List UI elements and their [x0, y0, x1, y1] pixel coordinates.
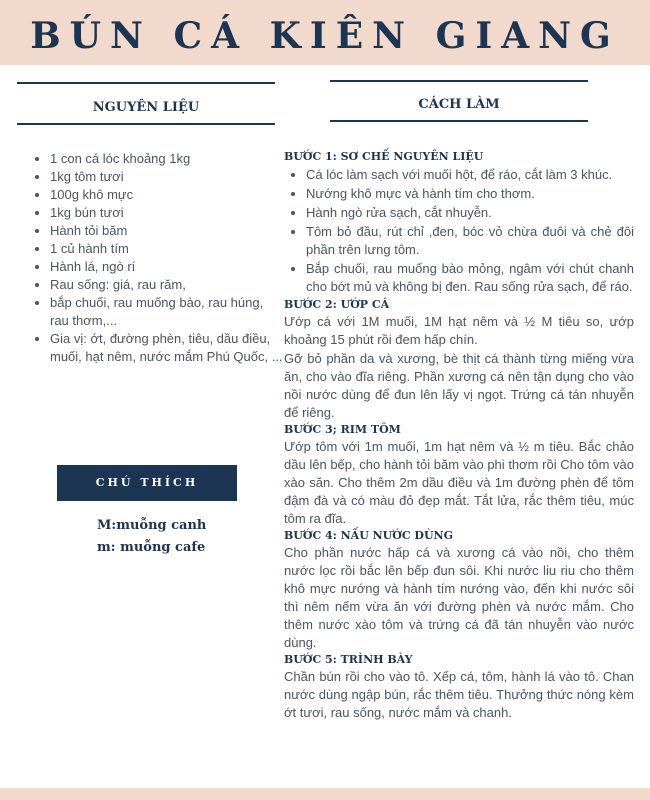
ingredient-item: • bắp chuối, rau muống bào, rau húng, rau thơm,...: [50, 294, 285, 330]
step-title: BƯỚC 2: ƯỚP CÁ: [284, 298, 390, 311]
ingredient-item: • Gia vị: ớt, đường phèn, tiêu, dầu điều, muối, hạt nêm, nước mắm Phú Quốc, ...: [50, 330, 285, 366]
step-3: [284, 423, 634, 528]
step-4: [284, 529, 634, 652]
ingredients-top-rule: [17, 82, 275, 84]
step-bullet: • Bắp chuối, rau muống bào mỏng, ngâm với chút chanh cho bớt mủ và không bị đen. Rau sống rửa sạch, để ráo.: [306, 260, 634, 296]
ingredients-list: [30, 150, 285, 366]
ingredients-heading: NGUYÊN LIỆU: [92, 100, 200, 115]
ingredient-item: • 1 con cá lóc khoảng 1kg: [50, 150, 285, 168]
ingredient-item: • 100g khô mực: [50, 186, 285, 204]
ingredient-item: • Hành tỏi băm: [50, 222, 285, 240]
note-teaspoon: m: muỗng cafe: [97, 540, 206, 555]
method-bottom-rule: [330, 120, 588, 122]
step-paragraph: Cho phần nước hấp cá và xương cá vào nồi, cho thêm nước lọc rồi bắc lên bếp đun sôi. Khi nước liu riu cho thêm khô mực nướng và hành tím nướng vào, đến khi nước sôi thì nêm nếm vừa ăn với đường phèn và nước mắm. Cho thêm nước xào tôm và trứng cá đã tán nhuyễn vào nước dùng.: [284, 545, 634, 650]
step-title: BƯỚC 1: SƠ CHẾ NGUYÊN LIỆU: [284, 150, 484, 163]
step-bullet: • Tôm bỏ đầu, rút chỉ ,đen, bóc vỏ chừa đuôi và chẻ đôi phần trên lưng tôm.: [306, 223, 634, 259]
method-steps: [284, 150, 634, 723]
ingredient-item: • 1 củ hành tím: [50, 240, 285, 258]
ingredient-item: • Rau sống: giá, rau răm,: [50, 276, 285, 294]
step-1-list: [284, 166, 634, 296]
step-paragraph: Gỡ bỏ phần da và xương, bè thịt cá thành từng miếng vừa ăn, cho vào đĩa riêng. Phần xương cá nên tận dụng cho vào nồi nước dùng để đun lên lấy vị ngọt. Trứng cá tán nhuyễn để riêng.: [284, 351, 634, 420]
step-paragraph: Ướp cá với 1M muối, 1M hạt nêm và ½ M tiêu so, ướp khoảng 15 phút rồi đem hấp chín.: [284, 314, 634, 347]
footer-band: [0, 788, 650, 800]
step-paragraph: Chần bún rồi cho vào tô. Xếp cá, tôm, hành lá vào tô. Chan nước dùng ngập bún, rắc thêm tiêu. Thưởng thức nóng kèm ớt tươi, rau sống, nước mắm và chanh.: [284, 669, 634, 720]
method-top-rule: [330, 80, 588, 82]
step-bullet: • Nướng khô mực và hành tím cho thơm.: [306, 185, 634, 203]
step-title: BƯỚC 5: TRÌNH BÀY: [284, 653, 413, 666]
ingredient-item: • 1kg bún tươi: [50, 204, 285, 222]
page-title: BÚN CÁ KIÊN GIANG: [30, 15, 620, 57]
step-1: [284, 150, 634, 296]
step-2: [284, 298, 634, 422]
step-5: [284, 653, 634, 722]
step-title: BƯỚC 3; RIM TÔM: [284, 423, 401, 436]
note-tablespoon: M:muỗng canh: [97, 518, 207, 533]
step-bullet: • Cá lóc làm sạch với muối hột, để ráo, cắt làm 3 khúc.: [306, 166, 634, 184]
method-heading: CÁCH LÀM: [418, 97, 500, 112]
step-title: BƯỚC 4: NẤU NƯỚC DÙNG: [284, 529, 454, 542]
step-bullet: • Hành ngò rửa sạch, cắt nhuyễn.: [306, 204, 634, 222]
ingredients-bottom-rule: [17, 123, 275, 125]
ingredient-item: • 1kg tôm tươi: [50, 168, 285, 186]
notes-heading-box: CHÚ THÍCH: [57, 465, 237, 501]
step-paragraph: Ướp tôm với 1m muối, 1m hạt nêm và ½ m tiêu. Bắc chảo dầu lên bếp, cho hành tỏi băm vào phi thơm rồi Cho tôm vào xào săn. Cho thêm 2m dầu điều và 1m đường phèn để tôm đậm đà và có màu đỏ đẹp mắt. Tắt lửa, rắc thêm tiêu, múc tôm ra đĩa.: [284, 439, 634, 526]
ingredient-item: • Hành lá, ngò rí: [50, 258, 285, 276]
